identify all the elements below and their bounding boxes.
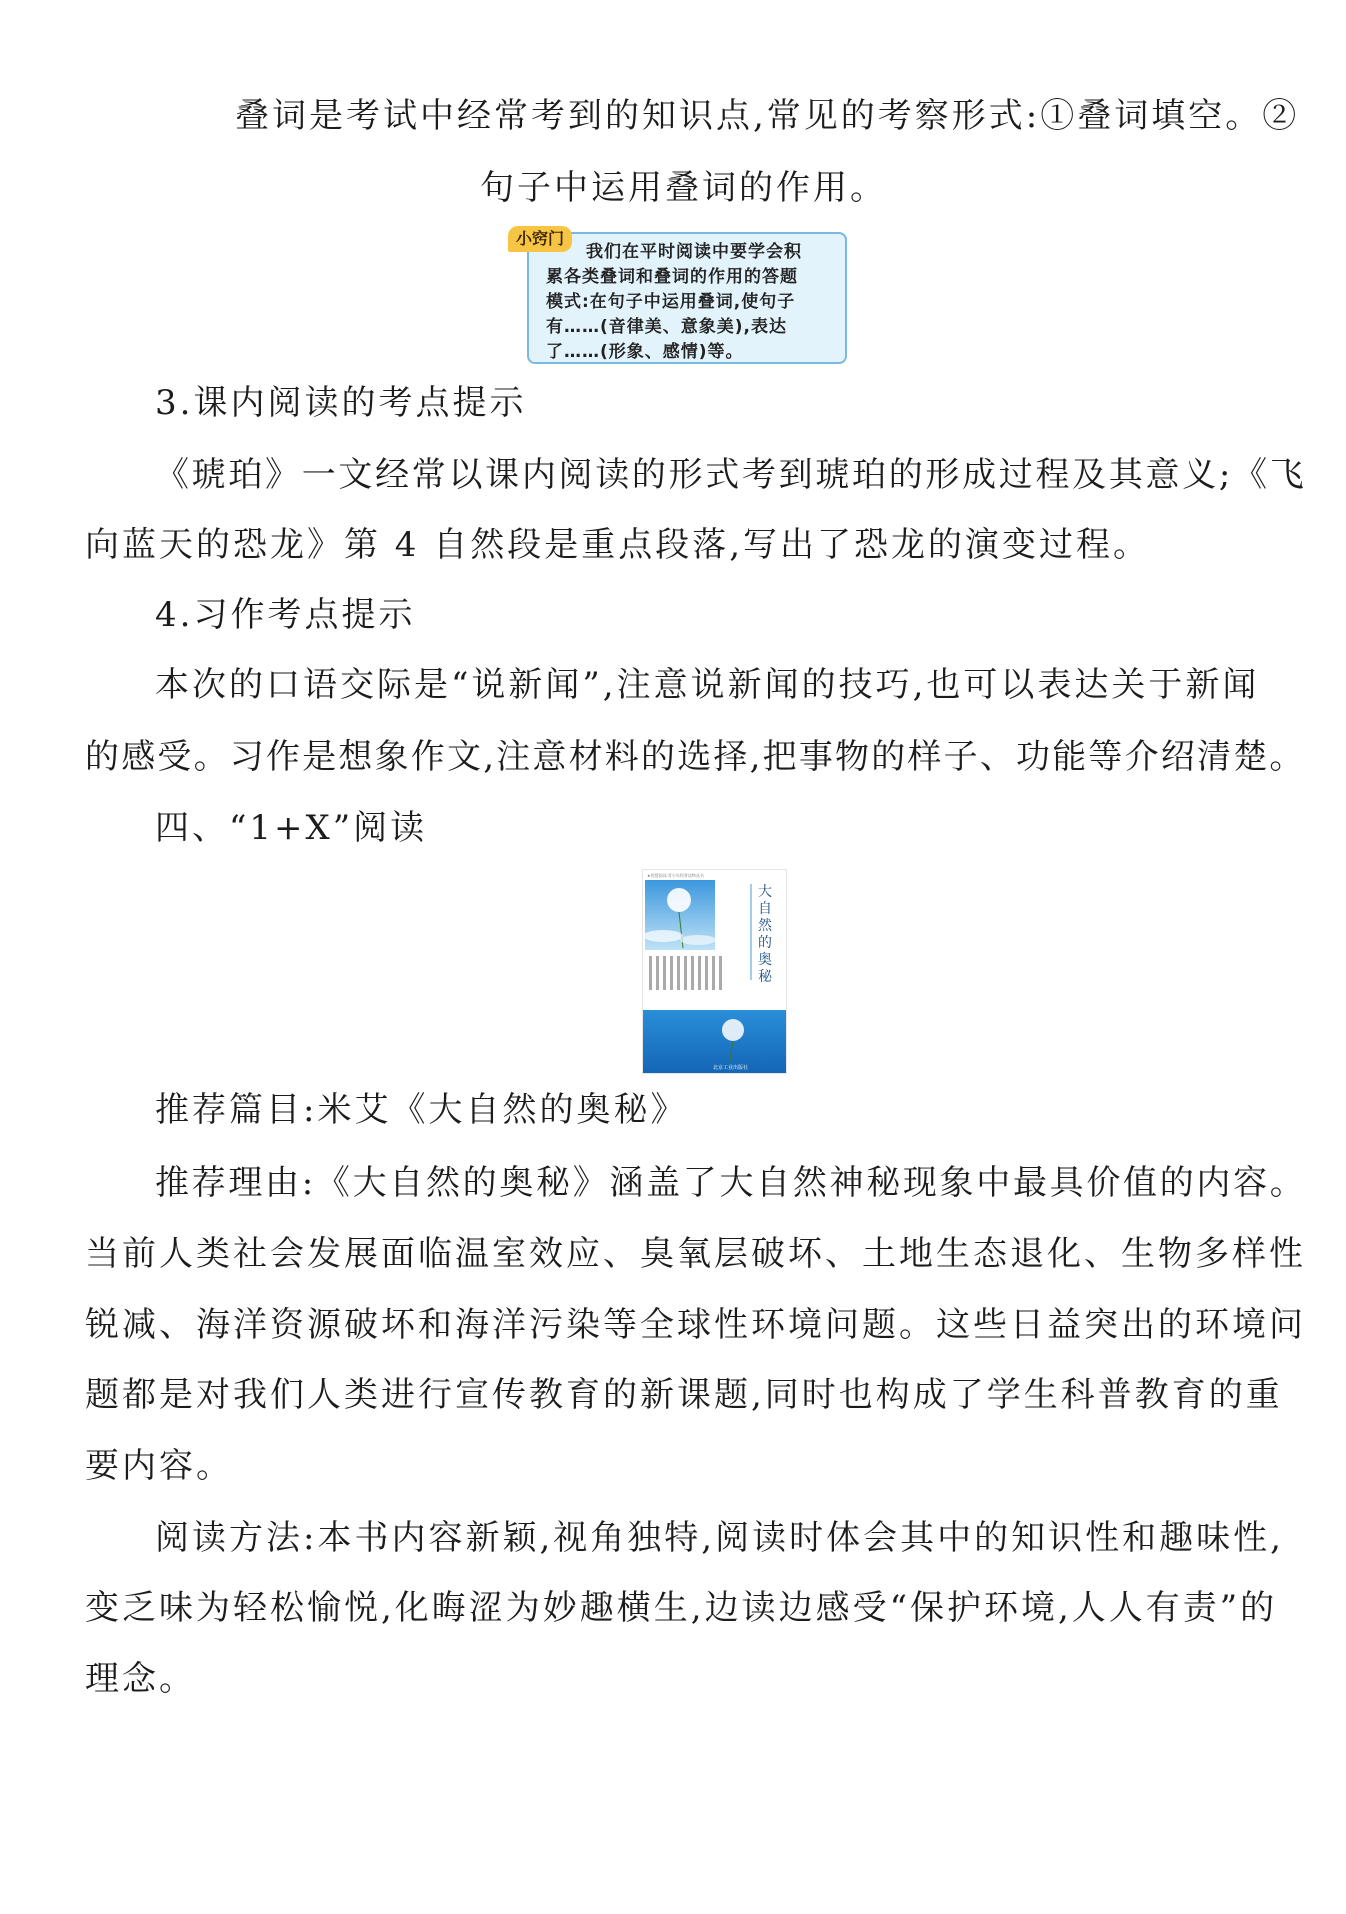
reason-line-5: 要内容。 [85,1446,233,1486]
section4-line-1: 本次的口语交际是“说新闻”,注意说新闻的技巧,也可以表达关于新闻 [155,665,1260,705]
method-line-2: 变乏味为轻松愉悦,化晦涩为妙趣横生,边读边感受“保护环境,人人有责”的 [85,1588,1278,1628]
method-line-3: 理念。 [85,1659,196,1699]
intro-line-2: 句子中运用叠词的作用。 [480,168,887,208]
reason-line-4: 题都是对我们人类进行宣传教育的新课题,同时也构成了学生科普教育的重 [85,1375,1283,1415]
book-title [758,883,773,985]
reason-line-3: 锐减、海洋资源破坏和海洋污染等全球性环境问题。这些日益突出的环境问 [85,1305,1306,1345]
part4-heading: 四、“1+X”阅读 [155,808,428,848]
section4-heading: 4.习作考点提示 [155,595,416,635]
section3-line-2: 向蓝天的恐龙》第 4 自然段是重点段落,写出了恐龙的演变过程。 [85,525,1151,565]
reason-line-1: 推荐理由:《大自然的奥秘》涵盖了大自然神秘现象中最具价值的内容。 [155,1163,1307,1203]
method-line-1: 阅读方法:本书内容新颖,视角独特,阅读时体会其中的知识性和趣味性, [155,1518,1284,1558]
tip-tag: 小窍门 [508,226,572,252]
tip-line: 模式:在句子中运用叠词,使句子 [546,292,796,312]
section4-line-2: 的感受。习作是想象作文,注意材料的选择,把事物的样子、功能等介绍清楚。 [85,737,1306,777]
svg-text:自: 自 [758,901,772,917]
tip-line: 我们在平时阅读中要学会积 [586,242,802,262]
svg-text:秘: 秘 [758,969,772,985]
svg-text:大: 大 [758,884,772,900]
reason-line-2: 当前人类社会发展面临温室效应、臭氧层破坏、土地生态退化、生物多样性 [85,1234,1306,1274]
book-top-caption: ★智慧阅读·青少年科普读物丛书 [647,873,704,878]
tip-line: 累各类叠词和叠词的作用的答题 [546,267,798,287]
recommend-title: 推荐篇目:米艾《大自然的奥秘》 [155,1090,688,1130]
svg-text:的: 的 [758,935,772,951]
intro-line-1: 叠词是考试中经常考到的知识点,常见的考察形式:①叠词填空。② [235,96,1300,136]
section3-heading: 3.课内阅读的考点提示 [155,383,527,423]
tip-line: 有……(音律美、意象美),表达 [546,317,787,337]
book-cover-image [643,870,786,1073]
book-bottom-caption: 北京工业出版社 [713,1065,749,1071]
section3-line-1: 《琥珀》一文经常以课内阅读的形式考到琥珀的形成过程及其意义;《飞 [155,455,1307,495]
tip-line: 了……(形象、感情)等。 [546,342,744,362]
svg-text:然: 然 [758,918,772,934]
svg-text:奥: 奥 [758,952,772,968]
tip-text [546,240,832,365]
book-cover-art [643,870,786,1073]
